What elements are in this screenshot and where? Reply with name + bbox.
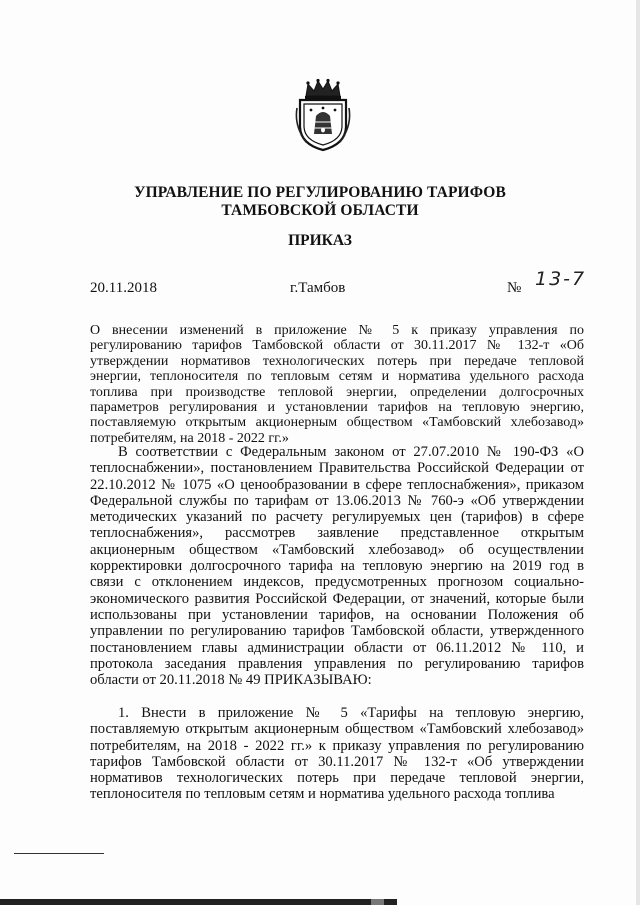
scan-edge-artifact xyxy=(0,899,640,905)
footer-divider xyxy=(14,853,104,854)
organization-name-line1: УПРАВЛЕНИЕ ПО РЕГУЛИРОВАНИЮ ТАРИФОВ xyxy=(134,184,506,201)
body-paragraph-item-1: 1. Внести в приложение № 5 «Тарифы на тепловую энергию, поставляемую открытым акционерным обществом «Тамбовский хлебозавод» потребителям, на 2018 - 2022 гг.» к приказу управления по регулированию тарифов Тамбовской области от 30.11.2017 № 132-т «Об утверждении нормативов технологических потерь при передаче тепловой энергии, теплоносителя по тепловым сетям и норматива удельного расхода топлива xyxy=(90,705,584,803)
scan-right-edge xyxy=(636,0,640,905)
document-number-label: № xyxy=(507,280,522,296)
document-type-title: ПРИКАЗ xyxy=(288,232,352,249)
document-city: г.Тамбов xyxy=(290,280,346,296)
document-number-handwritten: 13-7 xyxy=(535,268,587,290)
organization-name-line2: ТАМБОВСКОЙ ОБЛАСТИ xyxy=(221,202,419,219)
document-subject: О внесении изменений в приложение № 5 к приказу управления по регулированию тарифов Тамбовской области от 30.11.2017 № 132-т «Об утверждении нормативов технологических потерь при передаче тепловой энергии, теплоносителя по тепловым сетям и норматива удельного расхода топлива при производстве тепловой энергии, определении долгосрочных параметров регулирования и установлении тарифов на тепловую энергию, поставляемую открытым акционерным обществом «Тамбовский хлебозавод» потребителям, на 2018 - 2022 гг.» xyxy=(90,323,584,446)
body-paragraph-preamble: В соответствии с Федеральным законом от 27.07.2010 № 190-ФЗ «О теплоснабжении», постановлением Правительства Российской Федерации от 22.10.2012 № 1075 «О ценообразовании в сфере теплоснабжения», приказом Федеральной службы по тарифам от 13.06.2013 № 760-э «Об утверждении методических указаний по расчету регулируемых цен (тарифов) в сфере теплоснабжения», рассмотрев заявление представленное открытым акционерным обществом «Тамбовский хлебозавод» об осуществлении корректировки долгосрочного тарифа на тепловую энергию на 2019 год в связи с отклонением индексов, предусмотренных прогнозом социально-экономического развития Российской Федерации, от значений, которые были использованы при установлении тарифов, на основании Положения об управлении по регулированию тарифов Тамбовской области, утвержденного постановлением главы администрации области от 06.11.2012 № 110, и протокола заседания правления управления по регулированию тарифов области от 20.11.2018 № 49 ПРИКАЗЫВАЮ: xyxy=(90,444,584,689)
tambov-coat-of-arms-icon xyxy=(294,78,352,152)
document-date: 20.11.2018 xyxy=(90,280,157,296)
